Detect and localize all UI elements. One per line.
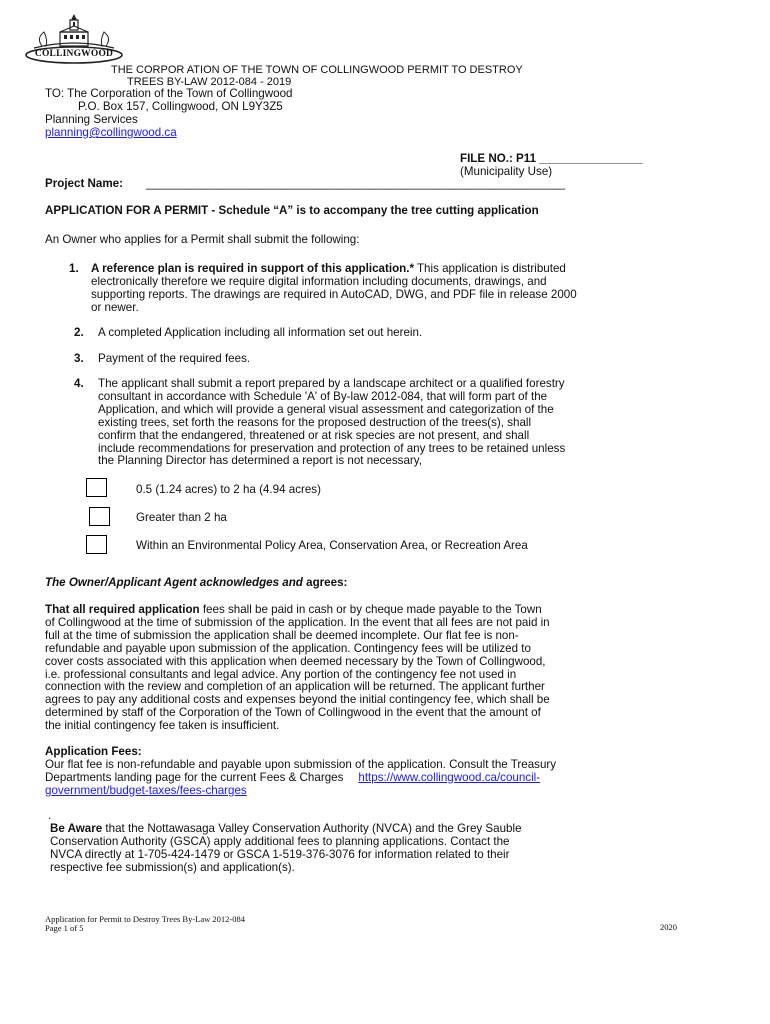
footer-year: 2020 — [660, 922, 677, 932]
footer-title: Application for Permit to Destroy Trees By-Law 2012-084 — [45, 914, 245, 924]
header-title: THE CORPOR ATION OF THE TOWN OF COLLINGWOOD PERMIT TO DESTROY — [111, 64, 523, 76]
checkbox-label: Within an Environmental Policy Area, Conservation Area, or Recreation Area — [136, 539, 528, 552]
project-name-label: Project Name: — [45, 177, 123, 190]
fees-paragraph: That all required application fees shall be paid in cash or by cheque made payable to the Town of Collingwood at the time of submission of the application. In the event that all fees are not paid in full at the time of submission the application shall be deemed incomplete. Our flat fee is non- refundable and payable upon submission of the application. Contingency fees will be utilized to cover costs associated with this application when deemed necessary by the Town of Collingwood, i.e. professional consultants and legal advice. Any portion of the contingency fee not used in connection with the review and completion of an application will be returned. The applicant further agrees to pay any additional costs and expenses beyond the initial contingency fee, which shall be determined by staff of the Corporation of the Town of Collingwood in the event that the amount of the initial contingency fee taken is insufficient. — [45, 603, 550, 733]
address-to: TO: The Corporation of the Town of Collingwood — [45, 87, 293, 100]
project-name-field[interactable]: _________________________________________________________________ — [146, 177, 566, 190]
aware-dot: . — [48, 809, 52, 822]
address-department: Planning Services — [45, 113, 138, 126]
item-number: 1. — [69, 262, 79, 275]
list-item: A completed Application including all information set out herein. — [98, 326, 423, 339]
list-item: A reference plan is required in support of this application.* This application is distributed electronically therefore we require digital information including documents, drawings, and supporting reports. The drawings are required in AutoCAD, DWG, and PDF file in release 2000 or newer. — [91, 262, 577, 314]
file-number-field[interactable]: FILE NO.: P11 ________________ — [460, 152, 643, 165]
application-fees-heading: Application Fees: — [45, 745, 142, 758]
checkbox-label: Greater than 2 ha — [136, 511, 227, 524]
agrees-heading: The Owner/Applicant Agent acknowledges and agrees: — [45, 576, 348, 589]
checkbox-environmental-area[interactable] — [86, 535, 107, 554]
be-aware-paragraph: Be Aware that the Nottawasaga Valley Conservation Authority (NVCA) and the Grey Sauble Conservation Authority (GSCA) apply additional fees to planning applications. Contact the NVCA directly at 1-705-424-1479 or GSCA 1-519-376-3076 for information related to their respective fee submission(s) and application(s). — [50, 822, 522, 874]
logo-wordmark: COLLINGWOOD — [34, 49, 114, 59]
footer-page-number: Page 1 of 5 — [45, 923, 84, 933]
application-heading: APPLICATION FOR A PERMIT - Schedule “A” is to accompany the tree cutting application — [45, 204, 539, 217]
checkbox-label: 0.5 (1.24 acres) to 2 ha (4.94 acres) — [136, 483, 321, 496]
file-municipality-note: (Municipality Use) — [460, 165, 553, 178]
item-number: 2. — [74, 326, 84, 339]
fees-charges-link-continued[interactable]: government/budget-taxes/fees-charges — [45, 783, 247, 797]
item-number: 3. — [74, 352, 84, 365]
email-link[interactable]: planning@collingwood.ca — [45, 126, 177, 139]
collingwood-logo — [24, 12, 124, 64]
address-po-box: P.O. Box 157, Collingwood, ON L9Y3Z5 — [78, 100, 283, 113]
application-fees-text: Our flat fee is non-refundable and payable upon submission of the application. Consult the Treasury Departments landing page for the current Fees & Charges https://www.collingwood.ca/council- government/budget-taxes/fees-charges — [45, 758, 557, 797]
fees-charges-link[interactable]: https://www.collingwood.ca/council- — [358, 770, 541, 784]
item-bold-text: A reference plan is required in support of this application.* — [91, 262, 414, 275]
item-number: 4. — [74, 377, 84, 390]
list-item: The applicant shall submit a report prepared by a landscape architect or a qualified forestry consultant in accordance with Schedule 'A' of By-law 2012-084, that will form part of the Application, and which will provide a general visual assessment and categorization of the existing trees, set forth the reasons for the proposed destruction of the trees(s), shall confirm that the endangered, threatened or at risk species are not present, and shall include recommendations for preservation and protection of any trees to be retained unless the Planning Director has determined a report is not necessary, — [98, 377, 566, 468]
checkbox-0-5-to-2-ha[interactable] — [86, 478, 107, 497]
list-item: Payment of the required fees. — [98, 352, 251, 365]
checkbox-greater-than-2-ha[interactable] — [89, 507, 110, 526]
intro-text: An Owner who applies for a Permit shall submit the following: — [45, 233, 360, 246]
header-bylaw: TREES BY-LAW 2012-084 - 2019 — [127, 76, 292, 88]
